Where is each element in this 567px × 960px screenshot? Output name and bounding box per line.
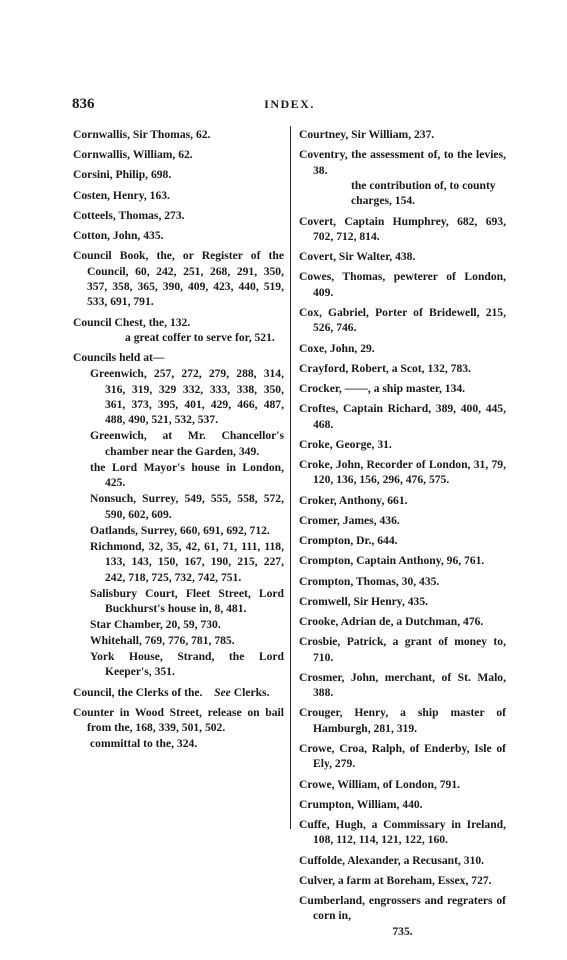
index-entry: Covert, Captain Humphrey, 682, 693, 702, 712, 814. [299, 214, 506, 244]
index-subentry: Salisbury Court, Fleet Street, Lord Buckhurst's house in, 8, 481. [90, 586, 284, 615]
index-entry: Council Chest, the, 132. [73, 315, 191, 329]
index-entry: Crompton, Dr., 644. [299, 534, 398, 548]
index-entry: Cumberland, engrossers and regraters of corn in, [299, 893, 506, 923]
index-subentry: Greenwich, 257, 272, 279, 288, 314, 316, 319, 329 332, 333, 338, 350, 361, 373, 395, 401, 429, 466, 487, 488, 490, 521, 532, 537. [90, 367, 284, 427]
index-subentry: Whitehall, 769, 776, 781, 785. [90, 633, 235, 647]
index-entry: Crowe, William, of London, 791. [299, 777, 461, 791]
index-entry: Croke, George, 31. [299, 437, 392, 451]
entry-text: Council, the Clerks of the. [73, 685, 203, 699]
index-column-right [299, 127, 506, 939]
index-subentry: the contribution of, to county charges, 154. [351, 179, 496, 208]
page-header [72, 96, 507, 116]
index-subentry: Richmond, 32, 35, 42, 61, 71, 111, 118, 133, 143, 150, 167, 190, 215, 227, 242, 718, 725, 732, 742, 751. [90, 539, 284, 584]
index-entry: Cotteels, Thomas, 273. [73, 208, 185, 222]
index-entry: Costen, Henry, 163. [73, 188, 170, 202]
index-entry: Crooke, Adrian de, a Dutchman, 476. [299, 614, 484, 628]
index-entry: Cromer, James, 436. [299, 513, 400, 527]
index-entry: Crouger, Henry, a ship master of Hamburgh, 281, 319. [299, 706, 506, 735]
index-entry: Covert, Sir Walter, 438. [299, 250, 416, 264]
index-entry: Crocker, ——, a ship master, 134. [299, 382, 466, 396]
index-entry: Cornwallis, William, 62. [73, 148, 193, 162]
index-entry: Crayford, Robert, a Scot, 132, 783. [299, 361, 471, 375]
running-head: INDEX. [264, 97, 315, 111]
index-entry: Councils held at— [73, 351, 165, 365]
index-entry: Cuffe, Hugh, a Commissary in Ireland, 108, 112, 114, 121, 122, 160. [299, 817, 506, 847]
index-entry: Coventry, the assessment of, to the levies, 38. [299, 148, 506, 177]
index-subentry: Greenwich, at Mr. Chancellor's chamber near the Garden, 349. [90, 429, 284, 458]
index-entry: Croker, Anthony, 661. [299, 493, 408, 507]
index-entry: Crosmer, John, merchant, of St. Malo, 388. [299, 670, 506, 700]
index-entry: Crosbie, Patrick, a grant of money to, 710. [299, 635, 506, 664]
index-subentry: Nonsuch, Surrey, 549, 555, 558, 572, 590, 602, 609. [90, 492, 284, 521]
page-number: 836 [72, 96, 95, 112]
index-entry: Council Book, the, or Register of the Council, 60, 242, 251, 268, 291, 350, 357, 358, 365, 390, 409, 423, 440, 519, 533, 691, 791. [73, 249, 284, 309]
index-entry: Crowe, Croa, Ralph, of Enderby, Isle of Ely, 279. [299, 741, 506, 771]
index-column-left [73, 127, 284, 752]
index-entry: Croftes, Captain Richard, 389, 400, 445, 468. [299, 402, 506, 431]
index-subentry: the Lord Mayor's house in London, 425. [90, 460, 284, 490]
index-subentry: York House, Strand, the Lord Keeper's, 351. [90, 649, 284, 679]
index-entry: Coxe, John, 29. [299, 341, 375, 355]
index-entry: Cuffolde, Alexander, a Recusant, 310. [299, 853, 485, 867]
index-entry: Crompton, Thomas, 30, 435. [299, 574, 440, 588]
index-subentry: Oatlands, Surrey, 660, 691, 692, 712. [90, 523, 270, 537]
index-entry: Cromwell, Sir Henry, 435. [299, 594, 429, 608]
index-entry: Cox, Gabriel, Porter of Bridewell, 215, 526, 746. [299, 306, 506, 335]
index-subentry: committal to the, 324. [90, 737, 198, 751]
index-subentry: Star Chamber, 20, 59, 730. [90, 617, 221, 631]
index-entry [73, 685, 284, 700]
index-entry: Corsini, Philip, 698. [73, 168, 172, 182]
index-entry: Cotton, John, 435. [73, 229, 164, 243]
index-entry: Crompton, Captain Anthony, 96, 761. [299, 554, 485, 568]
index-entry: Counter in Wood Street, release on bail from the, 168, 339, 501, 502. [73, 705, 284, 735]
index-entry: Cornwallis, Sir Thomas, 62. [73, 128, 211, 141]
index-entry: Culver, a farm at Boreham, Essex, 727. [299, 873, 492, 887]
index-entry: Croke, John, Recorder of London, 31, 79, 120, 136, 156, 296, 476, 575. [299, 458, 506, 487]
see-reference: See [214, 685, 231, 699]
index-entry: Crumpton, William, 440. [299, 797, 423, 811]
index-subentry: a great coffer to serve for, 521. [125, 331, 275, 345]
index-entry: Courtney, Sir William, 237. [299, 128, 435, 141]
index-entry-continuation: 735. [392, 924, 413, 938]
index-entry: Cowes, Thomas, pewterer of London, 409. [299, 270, 506, 299]
column-divider [290, 126, 291, 829]
see-target: Clerks. [233, 685, 270, 699]
